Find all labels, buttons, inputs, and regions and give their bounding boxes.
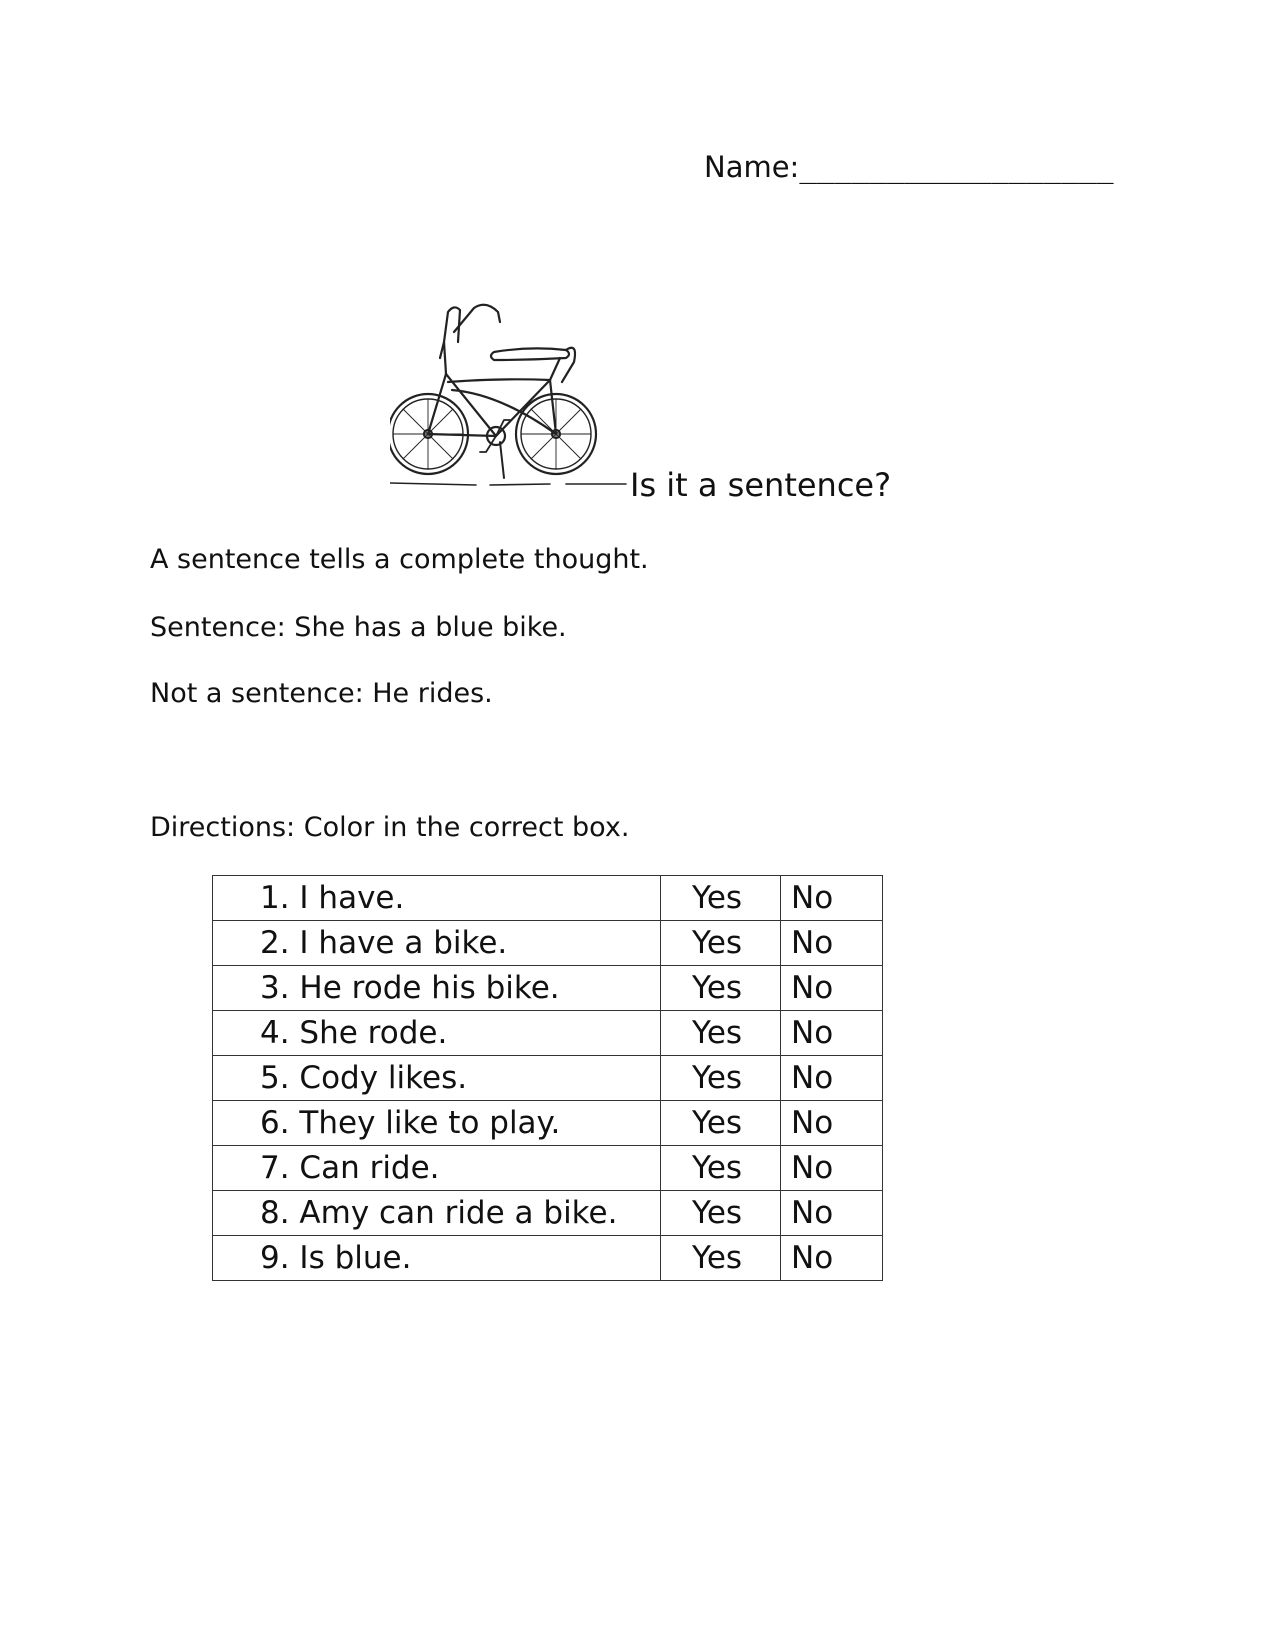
- name-field[interactable]: [704, 150, 1114, 184]
- bicycle-icon: [390, 302, 630, 498]
- quiz-sentence: 4. She rode.: [213, 1011, 661, 1056]
- no-box[interactable]: No: [781, 1011, 883, 1056]
- no-box[interactable]: No: [781, 921, 883, 966]
- yes-box[interactable]: Yes: [661, 966, 781, 1011]
- no-box[interactable]: No: [781, 876, 883, 921]
- no-box[interactable]: No: [781, 1146, 883, 1191]
- quiz-sentence: 1. I have.: [213, 876, 661, 921]
- quiz-sentence: 9. Is blue.: [213, 1236, 661, 1281]
- no-box[interactable]: No: [781, 1101, 883, 1146]
- table-row: [213, 1236, 883, 1281]
- no-box[interactable]: No: [781, 1236, 883, 1281]
- quiz-sentence: 6. They like to play.: [213, 1101, 661, 1146]
- no-box[interactable]: No: [781, 1191, 883, 1236]
- no-box[interactable]: No: [781, 1056, 883, 1101]
- table-row: [213, 1056, 883, 1101]
- example-sentence-text: Sentence: She has a blue bike.: [150, 612, 567, 643]
- table-row: [213, 1101, 883, 1146]
- example-not-sentence-text: Not a sentence: He rides.: [150, 678, 493, 709]
- yes-box[interactable]: Yes: [661, 1011, 781, 1056]
- quiz-sentence: 7. Can ride.: [213, 1146, 661, 1191]
- yes-box[interactable]: Yes: [661, 1101, 781, 1146]
- page-title: Is it a sentence?: [630, 466, 892, 504]
- table-row: [213, 1011, 883, 1056]
- yes-box[interactable]: Yes: [661, 1146, 781, 1191]
- table-row: [213, 876, 883, 921]
- table-row: [213, 966, 883, 1011]
- definition-text: A sentence tells a complete thought.: [150, 544, 649, 575]
- quiz-sentence: 2. I have a bike.: [213, 921, 661, 966]
- table-row: [213, 1146, 883, 1191]
- no-box[interactable]: No: [781, 966, 883, 1011]
- table-row: [213, 1191, 883, 1236]
- yes-box[interactable]: Yes: [661, 1236, 781, 1281]
- quiz-sentence: 8. Amy can ride a bike.: [213, 1191, 661, 1236]
- yes-box[interactable]: Yes: [661, 876, 781, 921]
- yes-box[interactable]: Yes: [661, 1056, 781, 1101]
- table-row: [213, 921, 883, 966]
- quiz-sentence: 3. He rode his bike.: [213, 966, 661, 1011]
- quiz-table: [212, 875, 883, 1281]
- directions-text: Directions: Color in the correct box.: [150, 812, 630, 843]
- yes-box[interactable]: Yes: [661, 921, 781, 966]
- name-label: Name:: [704, 150, 800, 184]
- quiz-sentence: 5. Cody likes.: [213, 1056, 661, 1101]
- yes-box[interactable]: Yes: [661, 1191, 781, 1236]
- name-blank-line[interactable]: __________________: [799, 150, 1114, 184]
